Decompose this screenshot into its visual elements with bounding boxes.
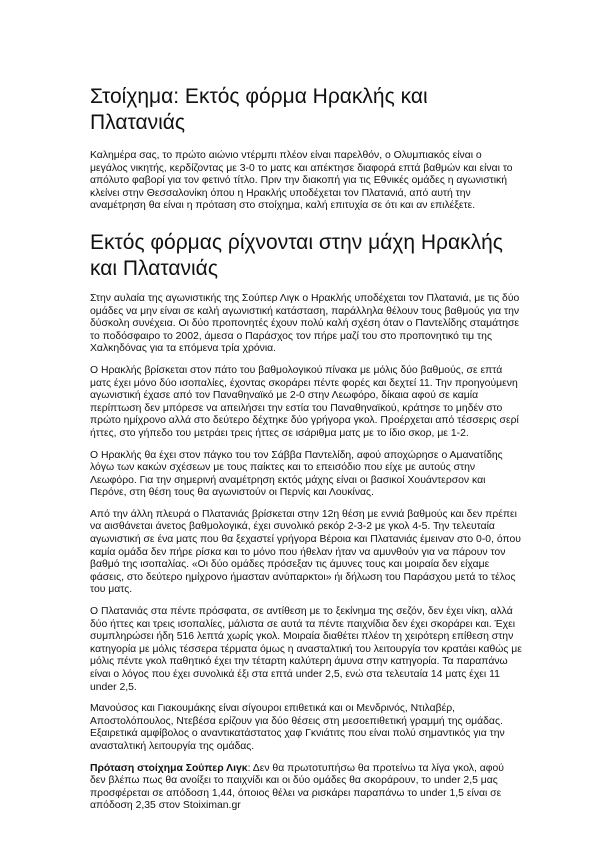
article-title: Στοίχημα: Εκτός φόρμα Ηρακλής και Πλατανιάς [90, 85, 428, 134]
proposal-paragraph [90, 763, 522, 813]
body-paragraph: Ο Πλατανιάς στα πέντε πρόσφατα, σε αντίθεση με το ξεκίνημα της σεζόν, δεν έχει νίκη, αλλά δύο ήττες και τρεις ισοπαλίες, μάλιστα σε αυτά τα πέντε παιχνίδια δεν έχει σκοράρει και. Έχει συμπληρώσει ήδη 516 λεπτά χωρίς γκολ. Μοιραία διαθέτει πλέον τη χειρότερη επίθεση στην κατηγορία με μόλις τέσσερα τέρματα όμως η ανασταλτική του λειτουργία τον κρατάει καθώς με μόλις πέντε γκολ παθητικό έχει την τέταρτη καλύτερη άμυνα στην κατηγορία. Τα παραπάνω είναι ο λόγος που έχει συνολικά έξι στα επτά under 2,5, ενώ στα τελευταία 14 ματς έχει 11 under 2,5. [90, 606, 522, 693]
body-paragraph: Ο Ηρακλής βρίσκεται στον πάτο του βαθμολογικού πίνακα με μόλις δύο βαθμούς, σε επτά ματς έχει μόνο δύο ισοπαλίες, έχοντας σκοράρει πέντε φορές και δεχτεί 11. Την προηγούμενη αγωνιστική έχασε από τον Παναθηναϊκό με 2-0 στην Λεωφόρο, δίκαια αφού σε καμία περίπτωση δεν μπόρεσε να απειλήσει την εστία του Παναθηναϊκού, κράτησε το μηδέν στο πρώτο ημίχρονο αλλά στο δεύτερο δέχτηκε δύο γρήγορα γκολ. Προέρχεται από τέσσερις σερί ήττες, στο γήπεδο του μετράει τρεις ήττες σε ισάριθμα ματς με το ίδιο σκορ, με 1-2. [90, 364, 519, 439]
body-paragraph: Από την άλλη πλευρά ο Πλατανιάς βρίσκεται στην 12η θέση με εννιά βαθμούς και δεν πρέπει να αισθάνεται άνετος βαθμολογικά, έχει συνολικό ρεκόρ 2-3-2 με γκολ 4-5. Την τελευταία αγωνιστική σε ένα ματς που θα ξεχαστεί γρήγορα Βέροια και Πλατανιάς έμειναν στο 0-0, όπου καμία ομάδα δεν πήρε ρίσκα και το μόνο που ήθελαν ήταν να αμυνθούν για να πάρουν τον βαθμό της ισοπαλίας. «Οι δύο ομάδες πρόσεξαν τις άμυνες τους και μοιραία δεν είχαμε φάσεις, στο δεύτερο ημίχρονο ήμασταν ανύπαρκτοι» ήι δήλωση του Παράσχου μετά το τέλος του ματς. [90, 508, 521, 596]
body-paragraph: Στην αυλαία της αγωνιστικής της Σούπερ Λιγκ ο Ηρακλής υποδέχεται τον Πλατανιά, με τις δύο ομάδες να μην είναι σε καλή αγωνιστική κατάσταση, παράλληλα θέλουν τους βαθμούς για την δύσκολη συνέχεια. Οι δύο προπονητές έχουν πολύ καλή σχέση όταν ο Παντελίδης σταμάτησε το ποδόσφαιρο το 2002, άμεσα ο Παράσχος τον πήρε μαζί του στο προπονητικό τιμ της Χαλκηδόνας για τα επόμενα τρία χρόνια. [90, 292, 520, 355]
body-paragraph: Ο Ηρακλής θα έχει στον πάγκο του τον Σάββα Παντελίδη, αφού αποχώρησε ο Αμανατίδης λόγω των κακών σχέσεων με τους παίκτες και το επεισόδιο που είχε με αυτούς στην Λεωφόρο. Για την σημερινή αναμέτρηση εκτός μάχης είναι οι βασικοί Χουάντερσον και Περόνε, στη θέση τους θα αγωνιστούν οι Περνίς και Λουκίνας. [90, 449, 503, 499]
body-paragraph: Μανούσος και Γιακουμάκης είναι σίγουροι επιθετικά και οι Μενδρινός, Ντιλαβέρ, Αποστολόπουλος, Ντεβέσα ερίζουν για δύο θέσεις στη μεσοεπιθετική γραμμή της ομάδας. Εξαιρετικά αμφίβολος ο αναντικατάστατος χαφ Γκνιάτιτς που είναι πολύ σημαντικός για την ανασταλτική λειτουργία της ομάδας. [90, 703, 505, 752]
intro-paragraph: Καλημέρα σας, το πρώτο αιώνιο ντέρμπι πλέον είναι παρελθόν, ο Ολυμπιακός είναι ο μεγάλος νικητής, κερδίζοντας με 3-0 το ματς και απέκτησε διαφορά επτά βαθμών και είναι το απόλυτο φαβορί για τον φετινό τίτλο. Πριν την διακοπή για τις Εθνικές ομάδες η αγωνιστική κλείνει στην Θεσσαλονίκη όπου η Ηρακλής υποδέχεται τον Πλατανιά, από αυτή την αναμέτρηση θα είναι η πρόταση στο στοίχημα, καλή επιτυχία σε ότι και αν επιλέξετε. [90, 150, 513, 212]
proposal-label: Πρόταση στοίχημα Σούπερ Λιγκ [90, 762, 248, 774]
section-heading: Εκτός φόρμας ρίχνονται στην μάχη Ηρακλής και Πλατανιάς [90, 230, 503, 280]
proposal-text: : Δεν θα πρωτοτυπήσω θα προτείνω τα λίγα γκολ, αφού δεν βλέπω πως θα ανοίξει το παιχνίδι και οι δύο ομάδες θα σκοράρουν, το under 2,5 μας προσφέρεται σε απόδοση 1,44, όποιος θέλει να ρισκάρει παραπάνω το under 1,5 είναι σε απόδοση 2,35 στον Stoiximan.gr [90, 762, 504, 812]
